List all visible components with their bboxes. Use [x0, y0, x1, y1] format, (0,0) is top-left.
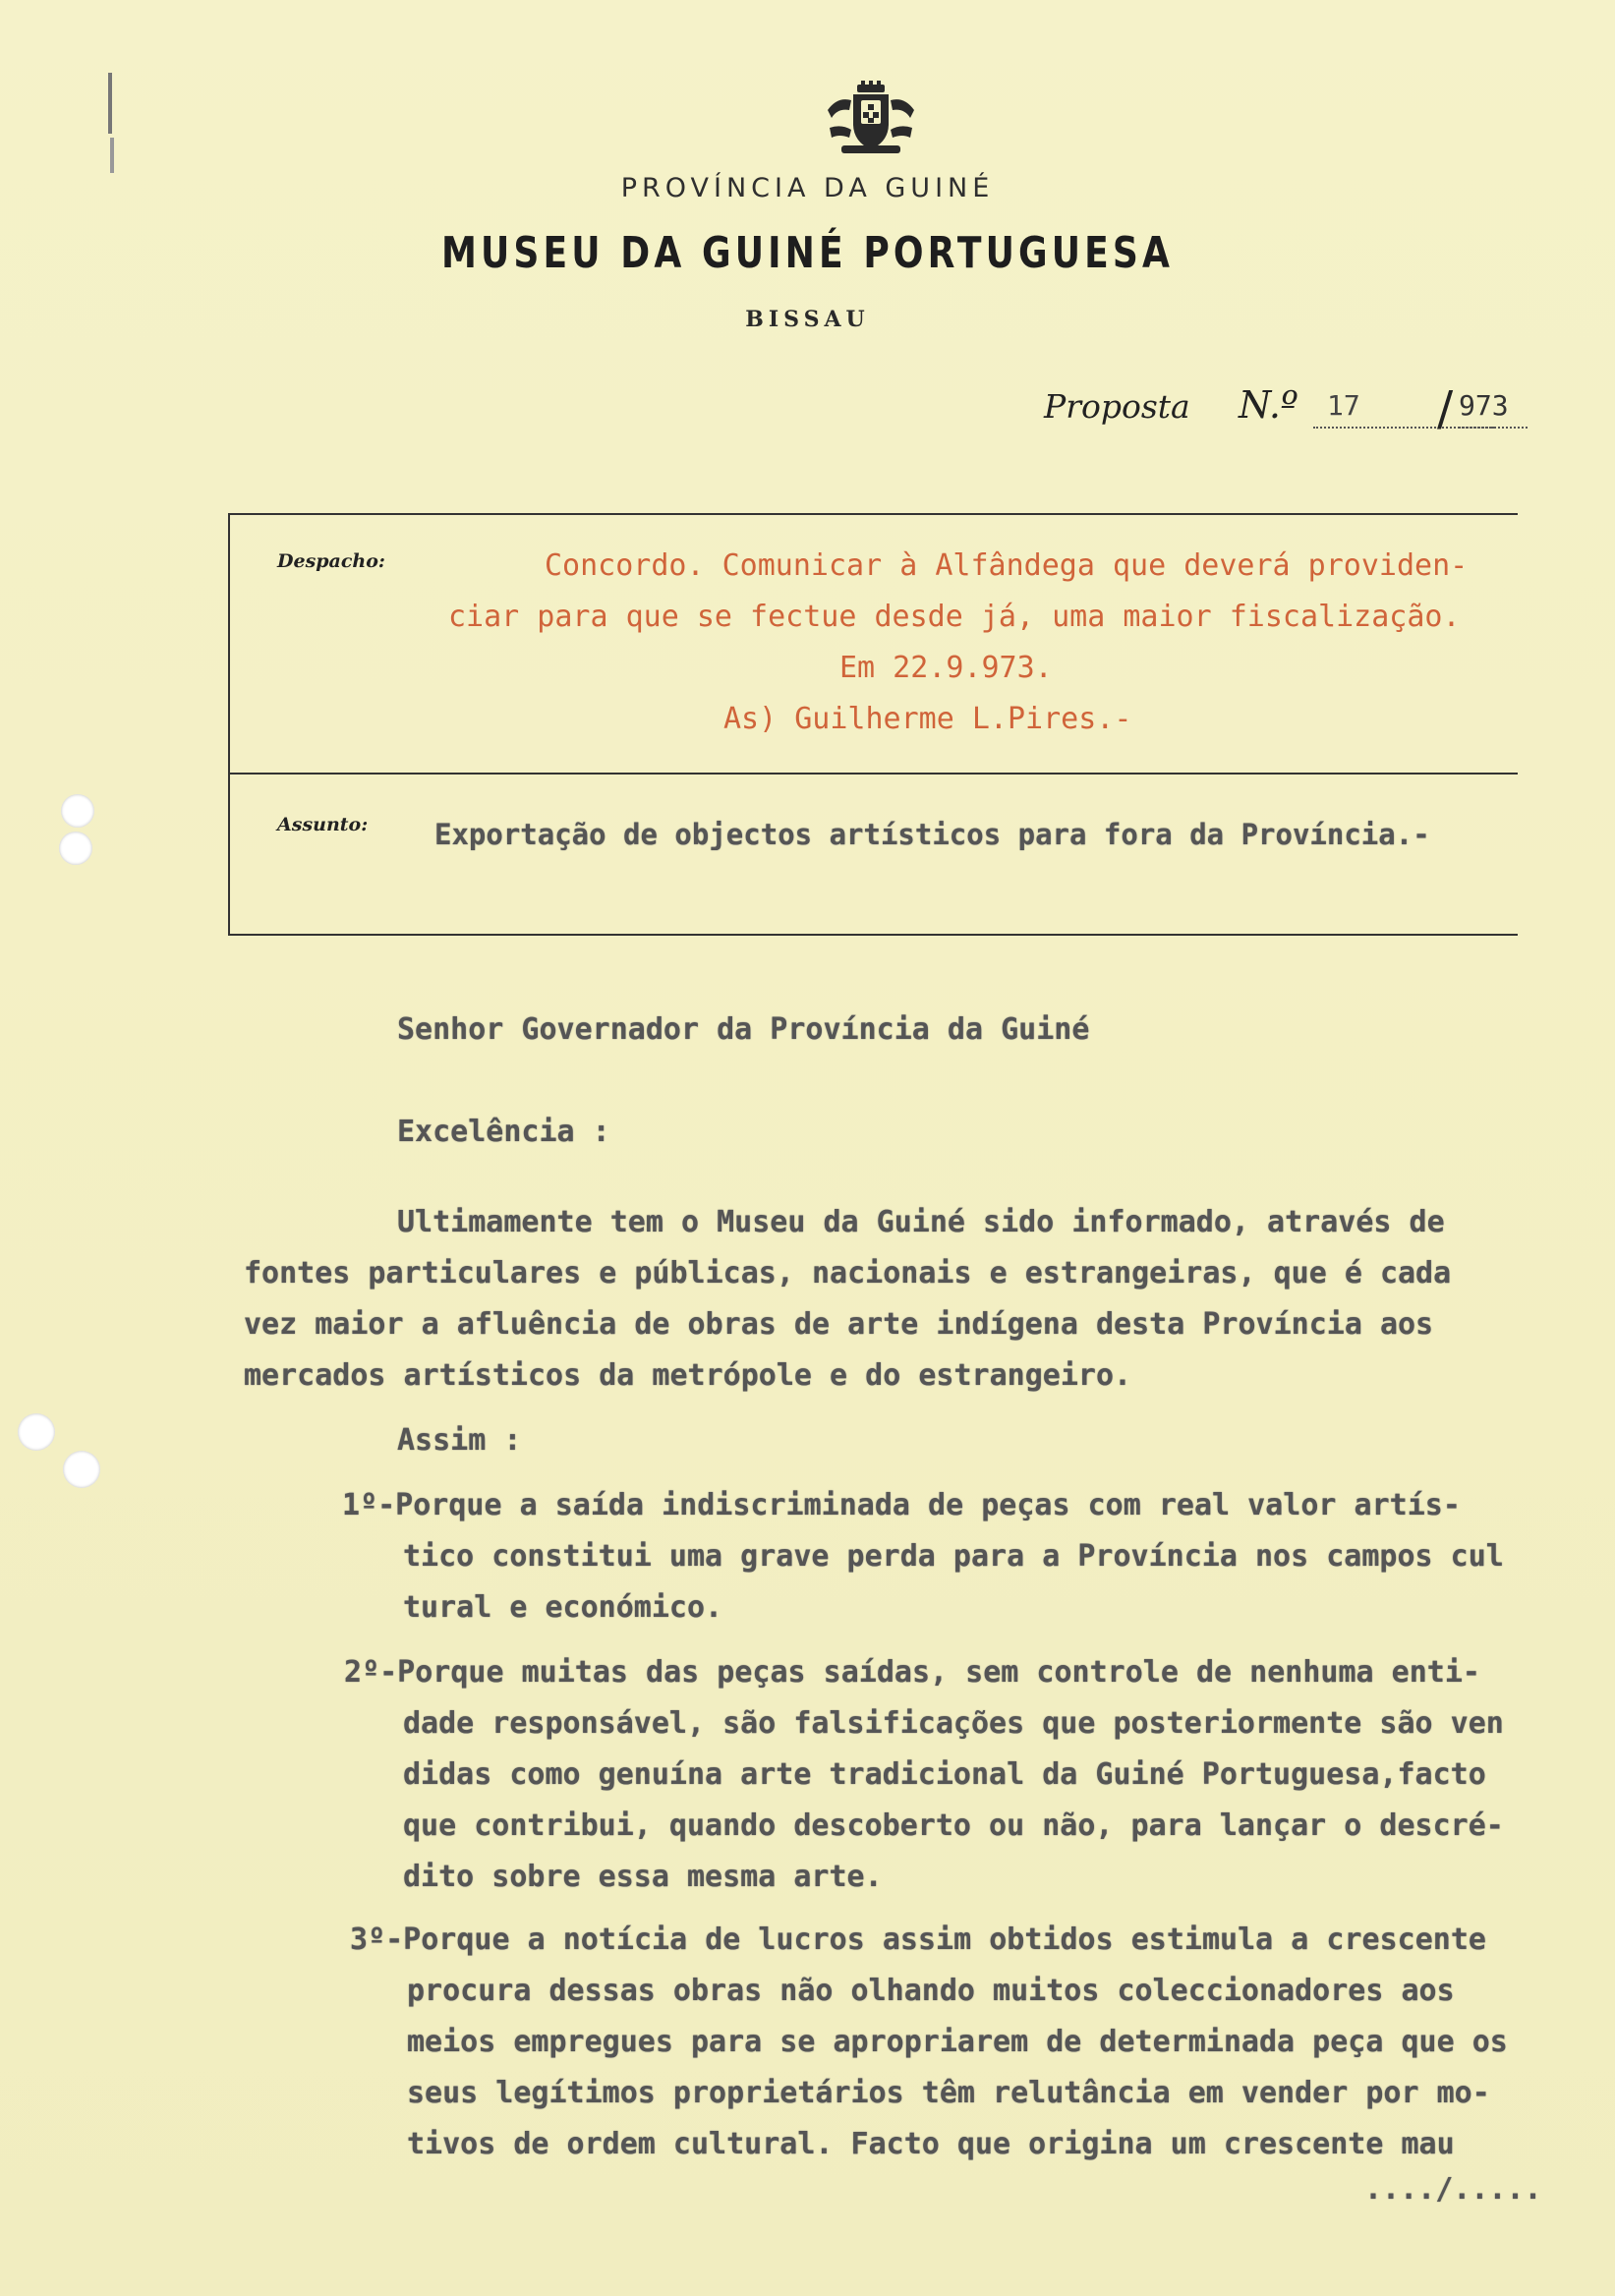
- number-separator: /: [1437, 381, 1454, 436]
- museum-heading: MUSEU DA GUINÉ PORTUGUESA: [440, 228, 1175, 278]
- staple-mark: [108, 73, 112, 134]
- coat-of-arms-icon: [824, 81, 918, 159]
- proposta-number: 17: [1313, 389, 1494, 429]
- city-heading: BISSAU: [745, 307, 870, 332]
- point-3-line: 3º-Porque a notícia de lucros assim obtidos estimula a crescente: [350, 1923, 1486, 1957]
- despacho-line: ciar para que se fectue desde já, uma maior fiscalização.: [448, 600, 1461, 634]
- intro-line: mercados artísticos da metrópole e do estrangeiro.: [244, 1358, 1132, 1393]
- point-3-line: tivos de ordem cultural. Facto que origina um crescente mau: [407, 2127, 1455, 2161]
- point-1-line: tico constitui uma grave perda para a Província nos campos cul: [403, 1539, 1504, 1574]
- point-2-line: dito sobre essa mesma arte.: [403, 1860, 883, 1894]
- salutation: Excelência :: [397, 1115, 610, 1149]
- proposta-year: 973: [1459, 389, 1528, 429]
- point-2-line: dade responsável, são falsificações que posteriormente são ven: [403, 1706, 1504, 1741]
- punch-hole: [61, 794, 94, 828]
- proposta-number-field: [1044, 381, 1535, 440]
- form-left-rule: [228, 513, 230, 936]
- point-3-line: meios empregues para se apropriarem de determinada peça que os: [407, 2025, 1508, 2059]
- assunto-text: Exportação de objectos artísticos para fora da Província.-: [434, 818, 1430, 851]
- form-middle-rule: [228, 773, 1518, 775]
- assim-heading: Assim :: [397, 1423, 522, 1458]
- despacho-label: Despacho:: [277, 550, 385, 572]
- point-1-line: tural e económico.: [403, 1590, 723, 1625]
- form-top-rule: [228, 513, 1518, 515]
- point-1-line: 1º-Porque a saída indiscriminada de peças com real valor artís-: [342, 1488, 1461, 1522]
- despacho-line: Concordo. Comunicar à Alfândega que deverá providen-: [545, 548, 1469, 583]
- intro-line: vez maior a afluência de obras de arte indígena desta Província aos: [244, 1307, 1434, 1342]
- point-2-line: que contribui, quando descoberto ou não, para lançar o descré-: [403, 1808, 1504, 1843]
- point-2-line: 2º-Porque muitas das peças saídas, sem controle de nenhuma enti-: [344, 1655, 1480, 1690]
- despacho-line: As) Guilherme L.Pires.-: [723, 702, 1132, 736]
- staple-mark: [110, 138, 114, 173]
- proposta-label: Proposta: [1044, 387, 1190, 426]
- continuation-mark: ..../.....: [1364, 2172, 1542, 2207]
- point-3-line: procura dessas obras não olhando muitos coleccionadores aos: [407, 1974, 1455, 2008]
- punch-hole: [18, 1413, 55, 1451]
- number-label: N.º: [1239, 383, 1298, 427]
- intro-line: Ultimamente tem o Museu da Guiné sido informado, através de: [397, 1205, 1445, 1239]
- addressee: Senhor Governador da Província da Guiné: [397, 1012, 1090, 1047]
- despacho-line: Em 22.9.973.: [839, 651, 1053, 685]
- intro-line: fontes particulares e públicas, nacionais e estrangeiras, que é cada: [244, 1256, 1452, 1291]
- punch-hole: [59, 832, 92, 865]
- province-heading: PROVÍNCIA DA GUINÉ: [620, 173, 995, 203]
- assunto-label: Assunto:: [277, 814, 369, 835]
- point-3-line: seus legítimos proprietários têm relutância em vender por mo-: [407, 2076, 1490, 2110]
- punch-hole: [63, 1451, 100, 1488]
- point-2-line: didas como genuína arte tradicional da Guiné Portuguesa,facto: [403, 1757, 1486, 1792]
- form-bottom-rule: [228, 934, 1518, 936]
